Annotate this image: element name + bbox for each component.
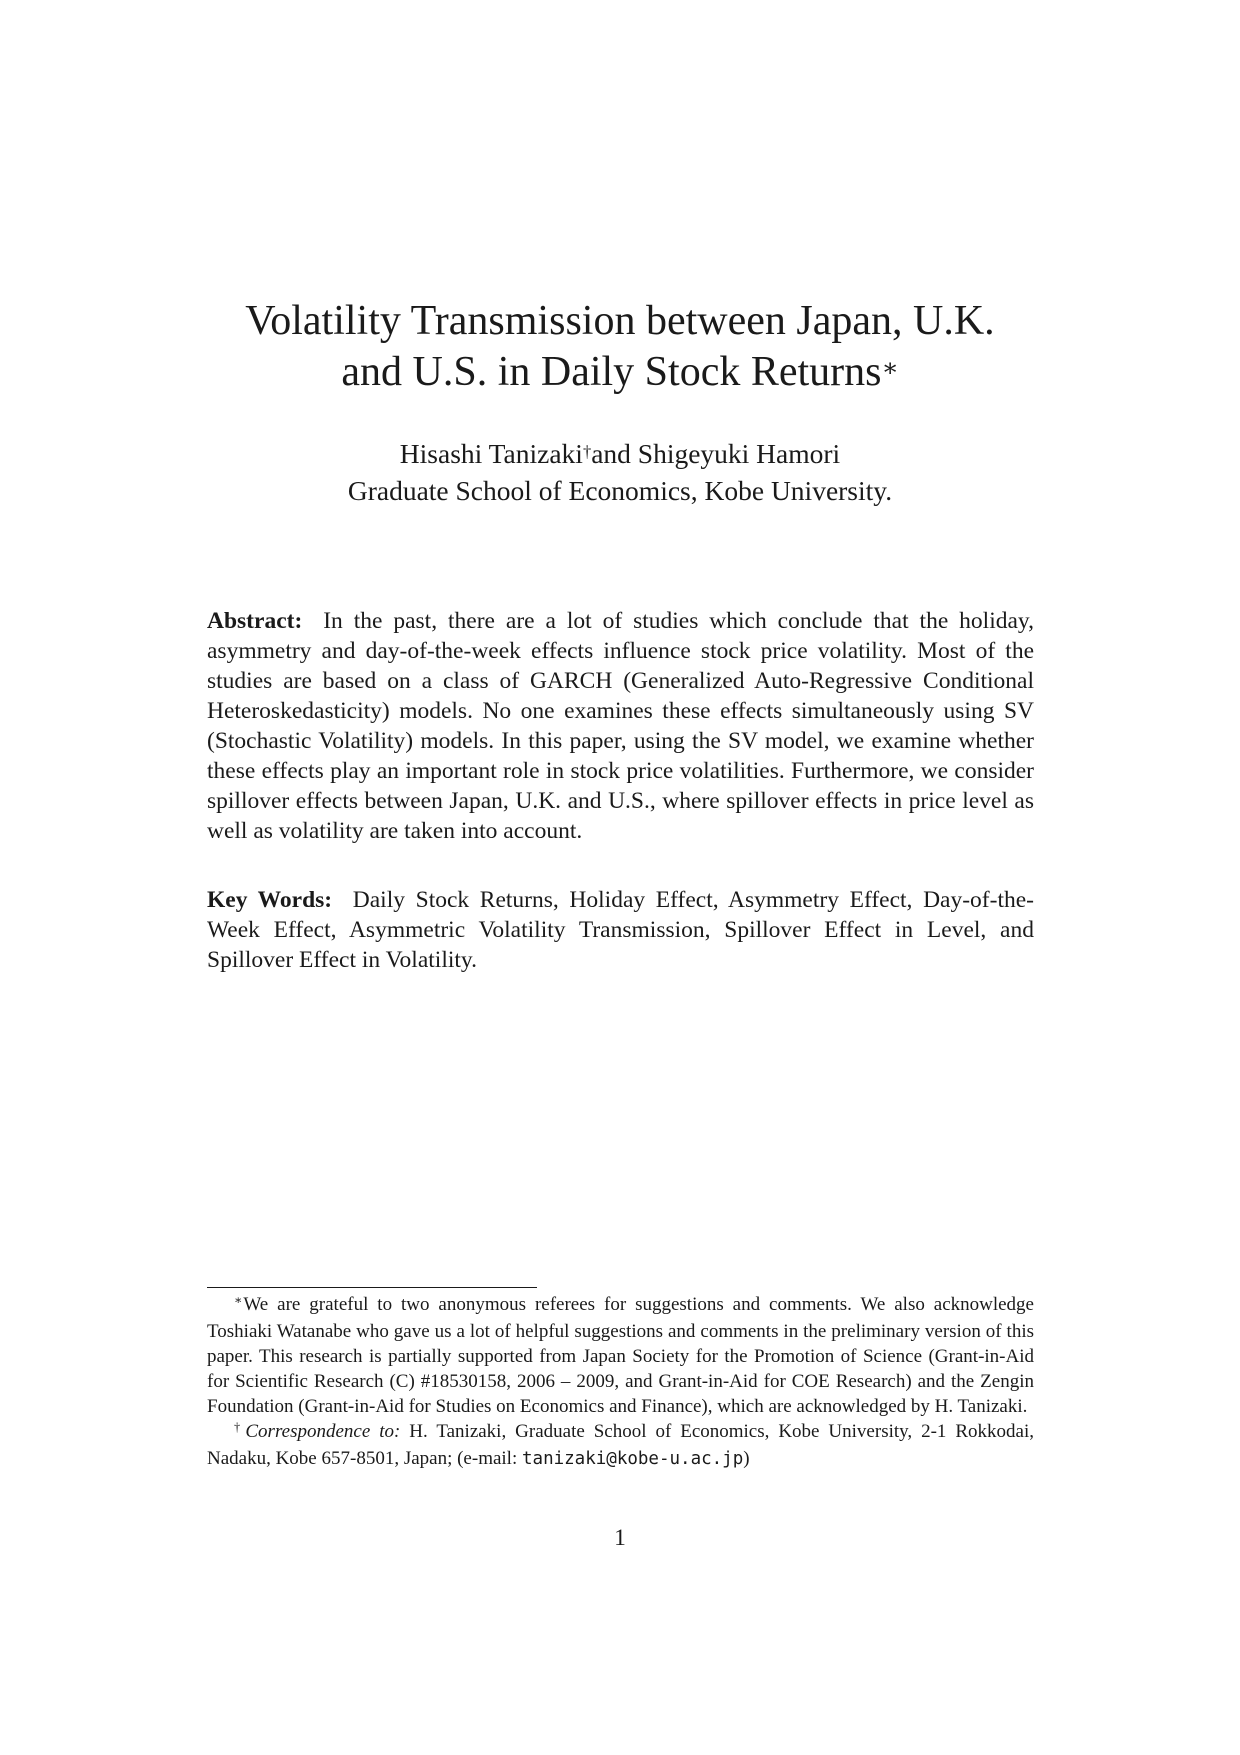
author-2-name: Shigeyuki Hamori (637, 438, 841, 469)
title-line-2 (0, 347, 1240, 398)
abstract-paragraph (207, 606, 1034, 846)
keywords-paragraph (207, 885, 1034, 975)
footnote-1-text: We are grateful to two anonymous referees for suggestions and comments. We also acknowledge Toshiaki Watanabe who gave us a lot of helpful suggestions and comments in the preliminary version of this paper. This research is partially supported from Japan Society for the Promotion of Science (Grant-in-Aid for Scientific Research (C) #18530158, 2006 – 2009, and Grant-in-Aid for COE Research) and the Zengin Foundation (Grant-in-Aid for Studies on Economics and Finance), which are acknowledged by H. Tanizaki. (207, 1294, 1034, 1417)
title-footnote-mark: ∗ (881, 355, 899, 383)
footnote-1-mark: ∗ (234, 1293, 243, 1308)
footnotes (207, 1292, 1034, 1472)
keywords-label: Key Words: (207, 887, 333, 913)
footnote-correspondence (207, 1419, 1034, 1472)
correspondence-text: H. Tanizaki, Graduate School of Economics, Kobe University, 2-1 Rokkodai, Nadaku, Kobe 657-8501, Japan; (e-mail: (207, 1421, 1035, 1469)
paper-title (0, 296, 1240, 398)
page-number: 1 (614, 1525, 626, 1551)
author-1-footnote-mark: † (582, 442, 592, 462)
correspondence-email: tanizaki@kobe-u.ac.jp (522, 1449, 744, 1469)
title-line-1: Volatility Transmission between Japan, U.K. (245, 298, 995, 344)
correspondence-close: ) (743, 1448, 750, 1469)
author-block (0, 435, 1240, 509)
author-names (0, 435, 1240, 472)
author-connector: and (591, 438, 638, 469)
abstract-label: Abstract: (207, 608, 303, 634)
keywords-text: Daily Stock Returns, Holiday Effect, Asymmetry Effect, Day-of-the-Week Effect, Asymmetric Volatility Transmission, Spillover Effect in Level, and Spillover Effect in Volatility. (207, 887, 1034, 973)
author-affiliation: Graduate School of Economics, Kobe University. (347, 475, 893, 506)
title-line-2-text: and U.S. in Daily Stock Returns (341, 349, 882, 395)
footnote-separator (207, 1287, 537, 1288)
correspondence-label: Correspondence to: (245, 1421, 401, 1442)
footnote-acknowledgement (207, 1292, 1034, 1419)
abstract-text: In the past, there are a lot of studies which conclude that the holiday, asymmetry and day-of-the-week effects influence stock price volatility. Most of the studies are based on a class of GARCH (Generalized Auto-Regressive Conditional Heteroskedasticity) models. No one examines these effects simultaneously using SV (Stochastic Volatility) models. In this paper, using the SV model, we examine whether these effects play an important role in stock price volatilities. Furthermore, we consider spillover effects between Japan, U.K. and U.S., where spillover effects in price level as well as volatility are taken into account. (207, 608, 1035, 844)
footnote-2-mark: † (234, 1420, 245, 1435)
author-1-name: Hisashi Tanizaki (399, 438, 583, 469)
